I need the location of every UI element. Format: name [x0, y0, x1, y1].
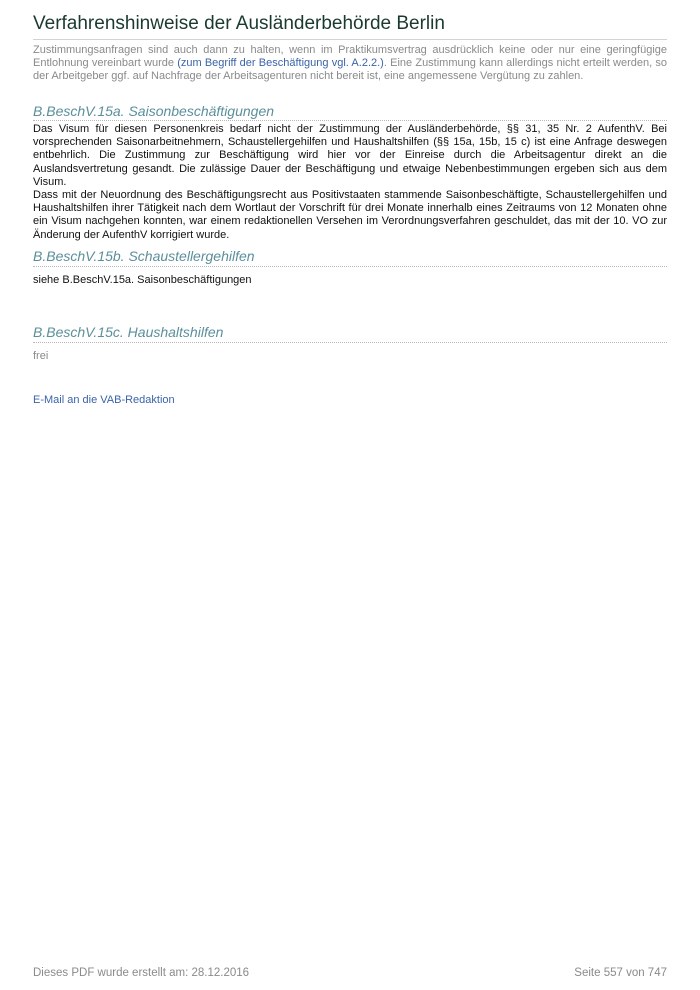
section-divider: [33, 120, 667, 121]
section-heading-haushaltshilfen: B.BeschV.15c. Haushaltshilfen: [33, 324, 224, 340]
intro-text-before-link: Zustimmungsanfragen sind auch dann zu halten, wenn im Praktikumsvertrag ausdrücklich keine oder nur eine geringfügige Entlohnung vereinbart wurde: [33, 44, 667, 70]
page-title: Verfahrenshinweise der Ausländerbehörde Berlin: [33, 13, 445, 34]
employment-definition-link[interactable]: (zum Begriff der Beschäftigung vgl. A.2.2.): [177, 57, 384, 70]
footer-page-number: Seite 557 von 747: [574, 967, 667, 979]
footer-created-date: Dieses PDF wurde erstellt am: 28.12.2016: [33, 967, 250, 979]
section-paragraph: Dass mit der Neuordnung des Beschäftigungsrecht aus Positivstaaten stammende Saisonbeschäftigte, Schaustellergehilfen und Haushaltshilfen ihrer Tätigkeit nach dem Wortlaut der Vorschrift für drei Monate innerhalb eines Zeitraums von 12 Monaten ohne ein Visum nachgehen konnten, war einem redaktionellen Versehen im Verordnungsverfahren geschuldet, das mit der 10. VO zur Änderung der AufenthV korrigiert wurde.: [33, 189, 667, 241]
section-divider: [33, 342, 667, 343]
section-heading-saisonbeschaeftigungen: B.BeschV.15a. Saisonbeschäftigungen: [33, 103, 275, 119]
title-divider: [33, 39, 667, 40]
section-paragraph: frei: [33, 350, 49, 362]
section-heading-schaustellergehilfen: B.BeschV.15b. Schaustellergehilfen: [33, 248, 255, 264]
intro-text-after-link: . Eine Zustimmung kann allerdings nicht erteilt werden, so der Arbeitgeber ggf. auf Nachfrage der Arbeitsagenturen nicht bereit ist, eine angemessene Vergütung zu zahlen.: [33, 57, 667, 83]
section-paragraph: siehe B.BeschV.15a. Saisonbeschäftigungen: [33, 274, 252, 286]
section-divider: [33, 266, 667, 267]
section-paragraph: Das Visum für diesen Personenkreis bedarf nicht der Zustimmung der Ausländerbehörde, §§ 31, 35 Nr. 2 AufenthV. Bei vorsprechenden Saisonarbeitnehmern, Schaustellergehilfen und Haushaltshilfen (§§ 15a, 15b, 15 c) ist eine Anfrage deswegen entbehrlich. Die Zustimmung zur Beschäftigung wird hier vor der Einreise durch die Arbeitsagentur direkt an die Auslandsvertretung gesandt. Die zulässige Dauer der Beschäftigung und etwaige Nebenbestimmungen ergeben sich aus dem Visum.: [33, 123, 667, 188]
email-redaktion-link[interactable]: E-Mail an die VAB-Redaktion: [33, 394, 175, 406]
intro-paragraph: [33, 44, 667, 84]
